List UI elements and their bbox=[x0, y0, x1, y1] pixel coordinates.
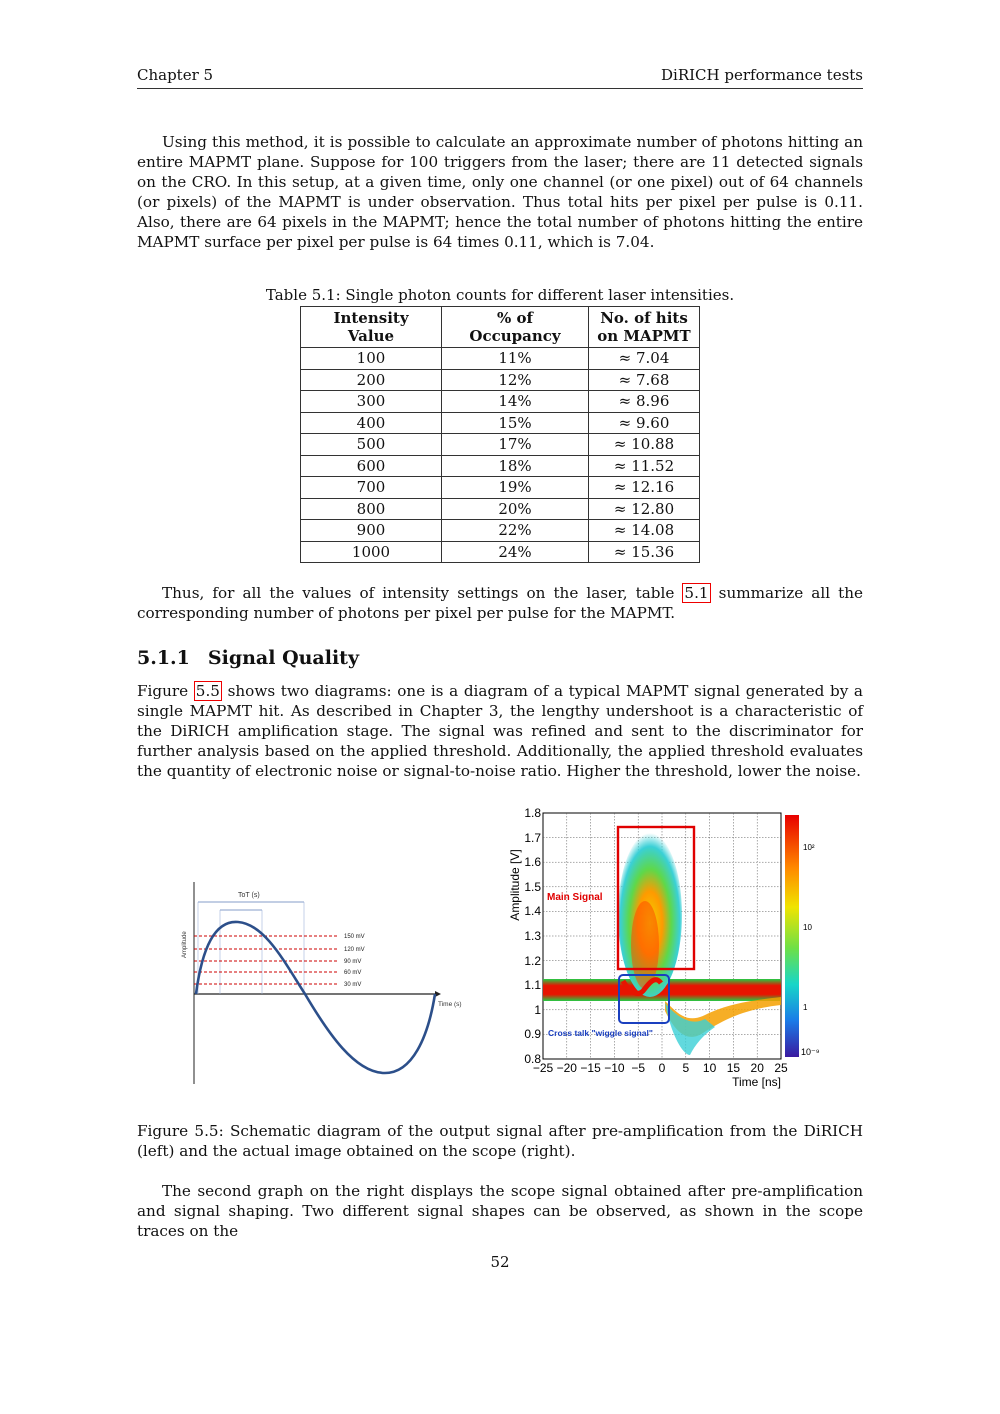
table-row bbox=[301, 434, 700, 456]
schematic-ylabel: Amplitude bbox=[182, 931, 188, 958]
occupancy-table bbox=[300, 306, 700, 563]
cell-occupancy: 18% bbox=[442, 455, 589, 477]
table-ref-link[interactable]: 5.1 bbox=[684, 584, 709, 602]
signal-waveform bbox=[196, 922, 435, 1073]
p3-text-after: shows two diagrams: one is a diagram of a typical MAPMT signal generated by a single MAPMT hit. As described in Chapter 3, the lengthy undershoot is a characteristic of the DiRICH amplification stage. The signal was refined and sent to the discriminator for further analysis based on the applied threshold. Additionally, the applied threshold evaluates the quantity of electronic noise or signal-to-noise ratio. Higher the threshold, lower the noise. bbox=[137, 682, 863, 780]
colorbar-label-low: 1 bbox=[803, 1003, 808, 1012]
cell-occupancy: 14% bbox=[442, 391, 589, 413]
xtick-m5: −5 bbox=[631, 1061, 646, 1075]
colorbar-label-mid: 10 bbox=[803, 923, 812, 932]
cell-hits: ≈ 12.16 bbox=[589, 477, 700, 499]
table-caption: Table 5.1: Single photon counts for different laser intensities. bbox=[265, 286, 735, 304]
cell-occupancy: 24% bbox=[442, 541, 589, 563]
cell-occupancy: 12% bbox=[442, 369, 589, 391]
xtick-m20: −20 bbox=[556, 1061, 577, 1075]
colorbar-label-bottom: 10⁻⁹ bbox=[801, 1047, 820, 1057]
paragraph-photon-estimate: Using this method, it is possible to calculate an approximate number of photons hitting an entire MAPMT plane. Suppose for 100 triggers from the laser; there are 11 detected signals on the CRO. In this setup, at a given time, only one channel (or one pixel) out of 64 channels (or pixels) of the MAPMT is under observation. Thus total hits per pixel per pulse is 0.11. Also, there are 64 pixels in the MAPMT; hence the total number of photons hitting the entire MAPMT surface per pixel per pulse is 64 times 0.11, which is 7.04. bbox=[137, 133, 863, 251]
table-row bbox=[301, 477, 700, 499]
xtick-5: 5 bbox=[682, 1061, 690, 1075]
cell-hits: ≈ 10.88 bbox=[589, 434, 700, 456]
cell-intensity: 400 bbox=[301, 412, 442, 434]
table-header-row bbox=[301, 307, 700, 348]
table-row bbox=[301, 541, 700, 563]
tot-label: ToT (s) bbox=[238, 892, 260, 899]
threshold-label-60: 60 mV bbox=[344, 970, 362, 976]
cell-occupancy: 17% bbox=[442, 434, 589, 456]
p3-text-before: Figure bbox=[137, 682, 194, 700]
paragraph-table-summary bbox=[137, 583, 863, 623]
cell-occupancy: 19% bbox=[442, 477, 589, 499]
scope-yticks bbox=[524, 806, 541, 1066]
figure-ref-link[interactable]: 5.5 bbox=[195, 682, 220, 700]
table-row bbox=[301, 369, 700, 391]
table-row bbox=[301, 391, 700, 413]
ytick-1: 1 bbox=[534, 1003, 541, 1017]
p2-text-after: summarize all the corresponding number of photons per pixel per pulse for the MAPMT. bbox=[137, 584, 864, 622]
header-occupancy: % of Occupancy bbox=[442, 307, 589, 348]
running-header bbox=[137, 66, 863, 89]
scope-signal-plot bbox=[505, 805, 820, 1095]
cell-hits: ≈ 15.36 bbox=[589, 541, 700, 563]
ytick-1.2: 1.2 bbox=[524, 954, 541, 968]
cell-hits: ≈ 14.08 bbox=[589, 520, 700, 542]
xtick-20: 20 bbox=[750, 1061, 764, 1075]
xtick-m25: −25 bbox=[532, 1061, 554, 1075]
table-row bbox=[301, 455, 700, 477]
schematic-xlabel: Time (s) bbox=[438, 1001, 462, 1008]
cell-intensity: 900 bbox=[301, 520, 442, 542]
ytick-1.3: 1.3 bbox=[524, 929, 541, 943]
xtick-15: 15 bbox=[726, 1061, 741, 1075]
p2-text-before: Thus, for all the values of intensity settings on the laser, table bbox=[162, 584, 683, 602]
cell-occupancy: 22% bbox=[442, 520, 589, 542]
section-heading bbox=[137, 647, 359, 669]
scope-xticks bbox=[533, 1061, 788, 1075]
cell-hits: ≈ 9.60 bbox=[589, 412, 700, 434]
ytick-0.8: 0.8 bbox=[524, 1052, 541, 1066]
cross-talk-label: Cross talk "wiggle signal" bbox=[548, 1028, 653, 1038]
threshold-label-120: 120 mV bbox=[344, 947, 365, 953]
header-title: DiRICH performance tests bbox=[661, 66, 863, 84]
header-hits-line1: No. of hits bbox=[600, 309, 688, 327]
header-intensity: Intensity Value bbox=[301, 307, 442, 348]
table-body bbox=[301, 348, 700, 563]
scope-xlabel: Time [ns] bbox=[732, 1075, 781, 1089]
ytick-1.8: 1.8 bbox=[524, 806, 541, 820]
ytick-1.7: 1.7 bbox=[524, 831, 541, 845]
page-number: 52 bbox=[490, 1253, 510, 1271]
table-row bbox=[301, 412, 700, 434]
threshold-lines bbox=[194, 936, 338, 984]
main-signal-label: Main Signal bbox=[547, 892, 603, 903]
table-row bbox=[301, 520, 700, 542]
header-chapter: Chapter 5 bbox=[137, 66, 214, 84]
ytick-1.6: 1.6 bbox=[524, 855, 541, 869]
ytick-1.4: 1.4 bbox=[524, 904, 541, 918]
xtick-10: 10 bbox=[702, 1061, 717, 1075]
table-row bbox=[301, 348, 700, 370]
colorbar-label-top: 10² bbox=[803, 843, 815, 852]
cell-occupancy: 20% bbox=[442, 498, 589, 520]
xtick-0: 0 bbox=[658, 1061, 666, 1075]
cell-intensity: 300 bbox=[301, 391, 442, 413]
cell-intensity: 200 bbox=[301, 369, 442, 391]
cell-hits: ≈ 8.96 bbox=[589, 391, 700, 413]
xtick-25: 25 bbox=[774, 1061, 788, 1075]
cell-occupancy: 15% bbox=[442, 412, 589, 434]
threshold-label-90: 90 mV bbox=[344, 959, 362, 965]
cell-hits: ≈ 7.04 bbox=[589, 348, 700, 370]
scope-ylabel: Amplitude [V] bbox=[508, 849, 522, 921]
xtick-m10: −10 bbox=[604, 1061, 625, 1075]
scope-colorbar bbox=[785, 815, 799, 1057]
cell-intensity: 700 bbox=[301, 477, 442, 499]
threshold-label-150: 150 mV bbox=[344, 934, 365, 940]
xtick-m15: −15 bbox=[580, 1061, 601, 1075]
table-row bbox=[301, 498, 700, 520]
section-number: 5.1.1 bbox=[137, 647, 190, 669]
cell-hits: ≈ 7.68 bbox=[589, 369, 700, 391]
threshold-label-30: 30 mV bbox=[344, 982, 362, 988]
schematic-signal-diagram bbox=[180, 878, 480, 1088]
cell-hits: ≈ 12.80 bbox=[589, 498, 700, 520]
paragraph-scope-description: The second graph on the right displays the scope signal obtained after pre-amplification and signal shaping. Two different signal shapes can be observed, as shown in the scope traces on the bbox=[137, 1182, 863, 1240]
cell-intensity: 800 bbox=[301, 498, 442, 520]
cell-occupancy: 11% bbox=[442, 348, 589, 370]
ytick-0.9: 0.9 bbox=[524, 1027, 541, 1041]
cell-hits: ≈ 11.52 bbox=[589, 455, 700, 477]
header-hits-line2: on MAPMT bbox=[597, 327, 691, 345]
ytick-1.5: 1.5 bbox=[524, 880, 541, 894]
figure-caption: Figure 5.5: Schematic diagram of the output signal after pre-amplification from the DiRICH (left) and the actual image obtained on the scope (right). bbox=[137, 1122, 863, 1160]
ytick-1.1: 1.1 bbox=[524, 978, 541, 992]
cell-intensity: 1000 bbox=[301, 541, 442, 563]
section-title: Signal Quality bbox=[207, 647, 359, 669]
cell-intensity: 600 bbox=[301, 455, 442, 477]
cell-intensity: 100 bbox=[301, 348, 442, 370]
paragraph-signal-quality bbox=[137, 681, 863, 781]
cell-intensity: 500 bbox=[301, 434, 442, 456]
header-hits bbox=[589, 307, 700, 348]
